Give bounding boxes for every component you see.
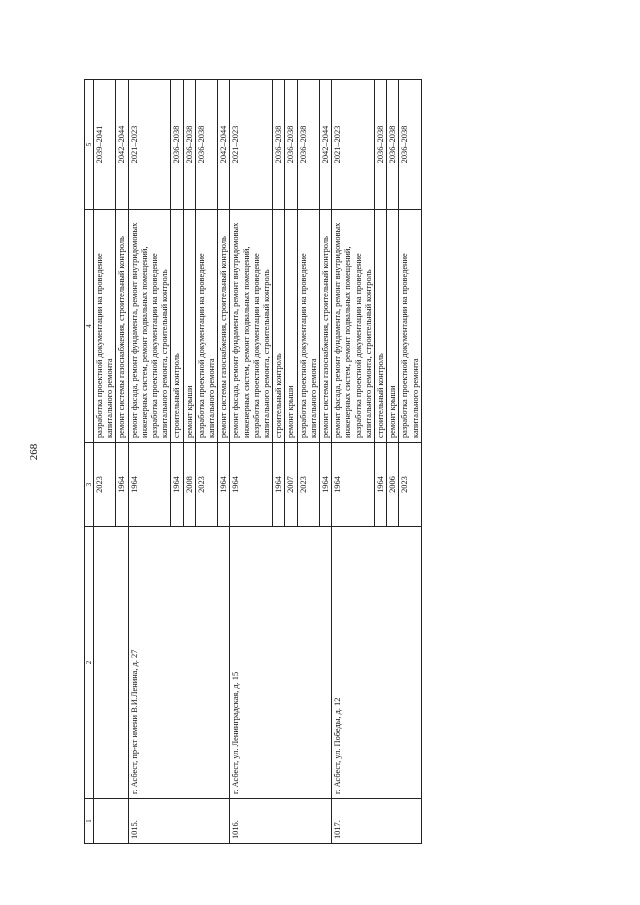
planned-period-cell: 2036–2038 — [183, 80, 195, 210]
year-cell: 1964 — [230, 443, 273, 527]
planned-period-cell: 2039–2041 — [94, 80, 116, 210]
work-type-cell: ремонт крыши — [183, 210, 195, 443]
work-type-cell: разработка проектной документации на проведение капитального ремонта — [297, 210, 319, 443]
work-type-cell: разработка проектной документации на проведение капитального ремонта — [94, 210, 116, 443]
year-cell: 1964 — [116, 443, 128, 527]
work-type-cell: разработка проектной документации на проведение капитального ремонта — [399, 210, 421, 443]
table-row — [230, 80, 273, 844]
column-number-row — [85, 80, 94, 844]
year-cell: 2023 — [94, 443, 116, 527]
item-number: 1017. — [332, 799, 422, 844]
table-row — [94, 80, 116, 844]
planned-period-cell: 2042–2044 — [320, 80, 332, 210]
year-cell: 1964 — [128, 443, 171, 527]
planned-period-cell: 2036–2038 — [285, 80, 297, 210]
column-number: 5 — [85, 80, 94, 210]
work-type-cell: строительный контроль — [375, 210, 387, 443]
item-number — [94, 799, 129, 844]
planned-period-cell: 2036–2038 — [297, 80, 319, 210]
year-cell: 2007 — [285, 443, 297, 527]
year-cell: 1964 — [375, 443, 387, 527]
year-cell: 2008 — [183, 443, 195, 527]
work-type-cell: ремонт фасада, ремонт фундамента, ремонт внутридомовых инженерных систем, ремонт подвальных помещений, разработка проектной документации на проведение капитального ремонта, строительный контроль — [332, 210, 375, 443]
work-type-cell: ремонт системы газоснабжения, строительный контроль — [218, 210, 230, 443]
work-type-cell: ремонт фасада, ремонт фундамента, ремонт внутридомовых инженерных систем, ремонт подвальных помещений, разработка проектной документации на проведение капитального ремонта, строительный контроль — [128, 210, 171, 443]
work-type-cell: строительный контроль — [171, 210, 183, 443]
planned-period-cell: 2021–2023 — [128, 80, 171, 210]
column-number: 3 — [85, 443, 94, 527]
work-type-cell: ремонт системы газоснабжения, строительный контроль — [320, 210, 332, 443]
work-type-cell: ремонт крыши — [285, 210, 297, 443]
repair-schedule-table — [84, 79, 422, 844]
year-cell: 1964 — [171, 443, 183, 527]
year-cell: 1964 — [320, 443, 332, 527]
planned-period-cell: 2021–2023 — [230, 80, 273, 210]
work-type-cell: ремонт фасада, ремонт фундамента, ремонт внутридомовых инженерных систем, ремонт подвальных помещений, разработка проектной документации на проведение капитального ремонта, строительный контроль — [230, 210, 273, 443]
item-number: 1016. — [230, 799, 332, 844]
page-number: 268 — [28, 443, 40, 461]
planned-period-cell: 2036–2038 — [171, 80, 183, 210]
work-type-cell: разработка проектной документации на проведение капитального ремонта — [195, 210, 217, 443]
work-type-cell: строительный контроль — [273, 210, 285, 443]
work-type-cell: ремонт системы газоснабжения, строительный контроль — [116, 210, 128, 443]
column-number: 2 — [85, 527, 94, 799]
year-cell: 1964 — [218, 443, 230, 527]
planned-period-cell: 2036–2038 — [195, 80, 217, 210]
building-address: г. Асбест, пр-кт имени В.И.Ленина, д. 27 — [128, 527, 230, 799]
building-address: г. Асбест, ул. Победы, д. 12 — [332, 527, 422, 799]
planned-period-cell: 2036–2038 — [273, 80, 285, 210]
planned-period-cell: 2036–2038 — [375, 80, 387, 210]
work-type-cell: ремонт крыши — [387, 210, 399, 443]
year-cell: 2006 — [387, 443, 399, 527]
year-cell: 1964 — [332, 443, 375, 527]
table-row — [128, 80, 171, 844]
planned-period-cell: 2042–2044 — [218, 80, 230, 210]
column-number: 4 — [85, 210, 94, 443]
item-number: 1015. — [128, 799, 230, 844]
planned-period-cell: 2042–2044 — [116, 80, 128, 210]
planned-period-cell: 2036–2038 — [387, 80, 399, 210]
year-cell: 2023 — [297, 443, 319, 527]
building-address — [94, 527, 129, 799]
building-address: г. Асбест, ул. Ленинградская, д. 15 — [230, 527, 332, 799]
column-number: 1 — [85, 799, 94, 844]
planned-period-cell: 2036–2038 — [399, 80, 421, 210]
year-cell: 2023 — [195, 443, 217, 527]
year-cell: 1964 — [273, 443, 285, 527]
rotated-table-sheet — [84, 80, 597, 844]
table-row — [332, 80, 375, 844]
planned-period-cell: 2021–2023 — [332, 80, 375, 210]
year-cell: 2023 — [399, 443, 421, 527]
